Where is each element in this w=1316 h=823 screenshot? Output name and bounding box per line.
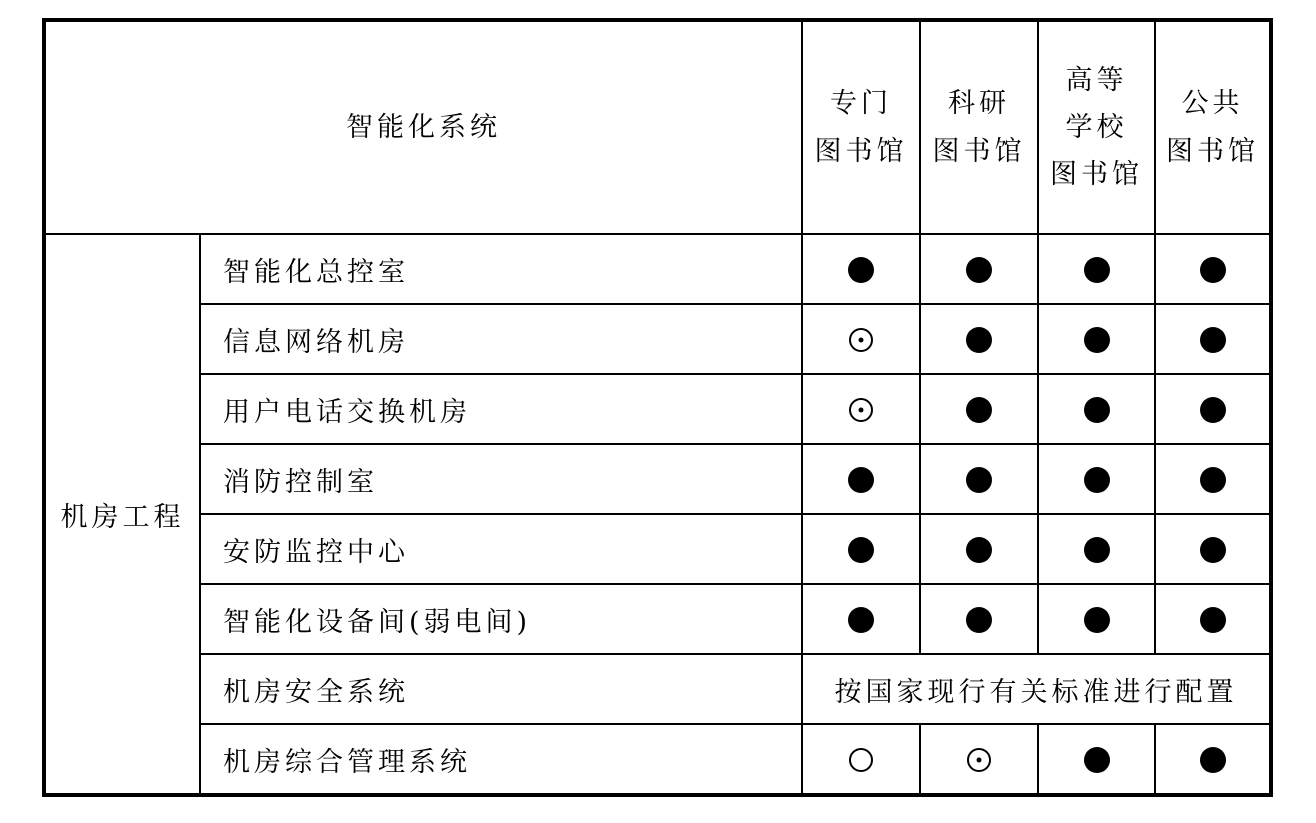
filled-dot-icon	[966, 467, 992, 493]
filled-dot-icon	[848, 607, 874, 633]
filled-dot-icon	[1200, 257, 1226, 283]
mark-cell	[802, 724, 920, 794]
filled-dot-icon	[966, 397, 992, 423]
col-header-research-library	[920, 21, 1038, 234]
filled-dot-icon	[1200, 397, 1226, 423]
item-name-cell: 智能化总控室	[200, 234, 802, 304]
filled-dot-icon	[1084, 537, 1110, 563]
col-header-line: 学校	[1065, 111, 1128, 143]
col-header-specialized-library	[802, 21, 920, 234]
mark-cell	[920, 304, 1038, 374]
mark-cell	[802, 304, 920, 374]
mark-cell	[1038, 444, 1155, 514]
col-header-university-library	[1038, 21, 1155, 234]
item-name-cell: 用户电话交换机房	[200, 374, 802, 444]
mark-cell	[920, 444, 1038, 514]
mark-cell	[1155, 584, 1270, 654]
filled-dot-icon	[848, 537, 874, 563]
mark-cell	[920, 514, 1038, 584]
item-name-cell: 安防监控中心	[200, 514, 802, 584]
filled-dot-icon	[1084, 467, 1110, 493]
table-row	[45, 514, 1270, 584]
col-header-line: 高等	[1065, 64, 1128, 96]
filled-dot-icon	[966, 327, 992, 353]
circled-dot-icon	[849, 328, 873, 352]
table-row	[45, 234, 1270, 304]
mark-cell	[802, 374, 920, 444]
circled-dot-icon	[849, 398, 873, 422]
item-name-cell: 机房安全系统	[200, 654, 802, 724]
mark-cell	[1155, 444, 1270, 514]
mark-cell	[1155, 514, 1270, 584]
open-circle-icon	[849, 748, 873, 772]
table-row	[45, 304, 1270, 374]
mark-cell	[920, 374, 1038, 444]
item-name-cell: 消防控制室	[200, 444, 802, 514]
filled-dot-icon	[1084, 257, 1110, 283]
filled-dot-icon	[1200, 537, 1226, 563]
filled-dot-icon	[1200, 607, 1226, 633]
col-header-public-library	[1155, 21, 1270, 234]
table-row	[45, 444, 1270, 514]
table-row	[45, 724, 1270, 794]
item-name-cell: 信息网络机房	[200, 304, 802, 374]
mark-cell	[1155, 234, 1270, 304]
mark-cell	[1038, 584, 1155, 654]
col-header-line: 图书馆	[1166, 135, 1259, 167]
mark-cell	[1155, 304, 1270, 374]
mark-cell	[1038, 724, 1155, 794]
item-name-cell: 机房综合管理系统	[200, 724, 802, 794]
header-row	[45, 21, 1270, 234]
filled-dot-icon	[848, 467, 874, 493]
filled-dot-icon	[1084, 607, 1110, 633]
mark-cell	[1038, 234, 1155, 304]
filled-dot-icon	[966, 537, 992, 563]
mark-cell	[802, 514, 920, 584]
mark-cell	[1038, 304, 1155, 374]
mark-cell	[802, 444, 920, 514]
mark-cell	[920, 724, 1038, 794]
table-row	[45, 374, 1270, 444]
item-name-cell: 智能化设备间(弱电间)	[200, 584, 802, 654]
mark-cell	[1038, 374, 1155, 444]
filled-dot-icon	[966, 257, 992, 283]
col-header-line: 公共	[1181, 88, 1244, 120]
mark-cell	[1155, 724, 1270, 794]
mark-cell	[920, 234, 1038, 304]
filled-dot-icon	[1084, 747, 1110, 773]
col-header-line: 科研	[948, 88, 1010, 120]
filled-dot-icon	[1084, 327, 1110, 353]
col-header-line: 专门	[830, 88, 892, 120]
mark-cell	[1155, 374, 1270, 444]
mark-cell	[1038, 514, 1155, 584]
filled-dot-icon	[848, 257, 874, 283]
filled-dot-icon	[1200, 467, 1226, 493]
mark-cell	[802, 584, 920, 654]
category-cell: 机房工程	[45, 234, 200, 794]
filled-dot-icon	[1084, 397, 1110, 423]
table-row	[45, 584, 1270, 654]
filled-dot-icon	[966, 607, 992, 633]
circled-dot-icon	[967, 748, 991, 772]
system-header: 智能化系统	[45, 21, 802, 234]
filled-dot-icon	[1200, 327, 1226, 353]
col-header-line: 图书馆	[814, 135, 908, 167]
config-note-cell: 按国家现行有关标准进行配置	[802, 654, 1270, 724]
mark-cell	[802, 234, 920, 304]
mark-cell	[920, 584, 1038, 654]
table-row	[45, 654, 1270, 724]
col-header-line: 图书馆	[1050, 159, 1143, 191]
col-header-line: 图书馆	[932, 135, 1026, 167]
config-table	[44, 20, 1271, 795]
filled-dot-icon	[1200, 747, 1226, 773]
